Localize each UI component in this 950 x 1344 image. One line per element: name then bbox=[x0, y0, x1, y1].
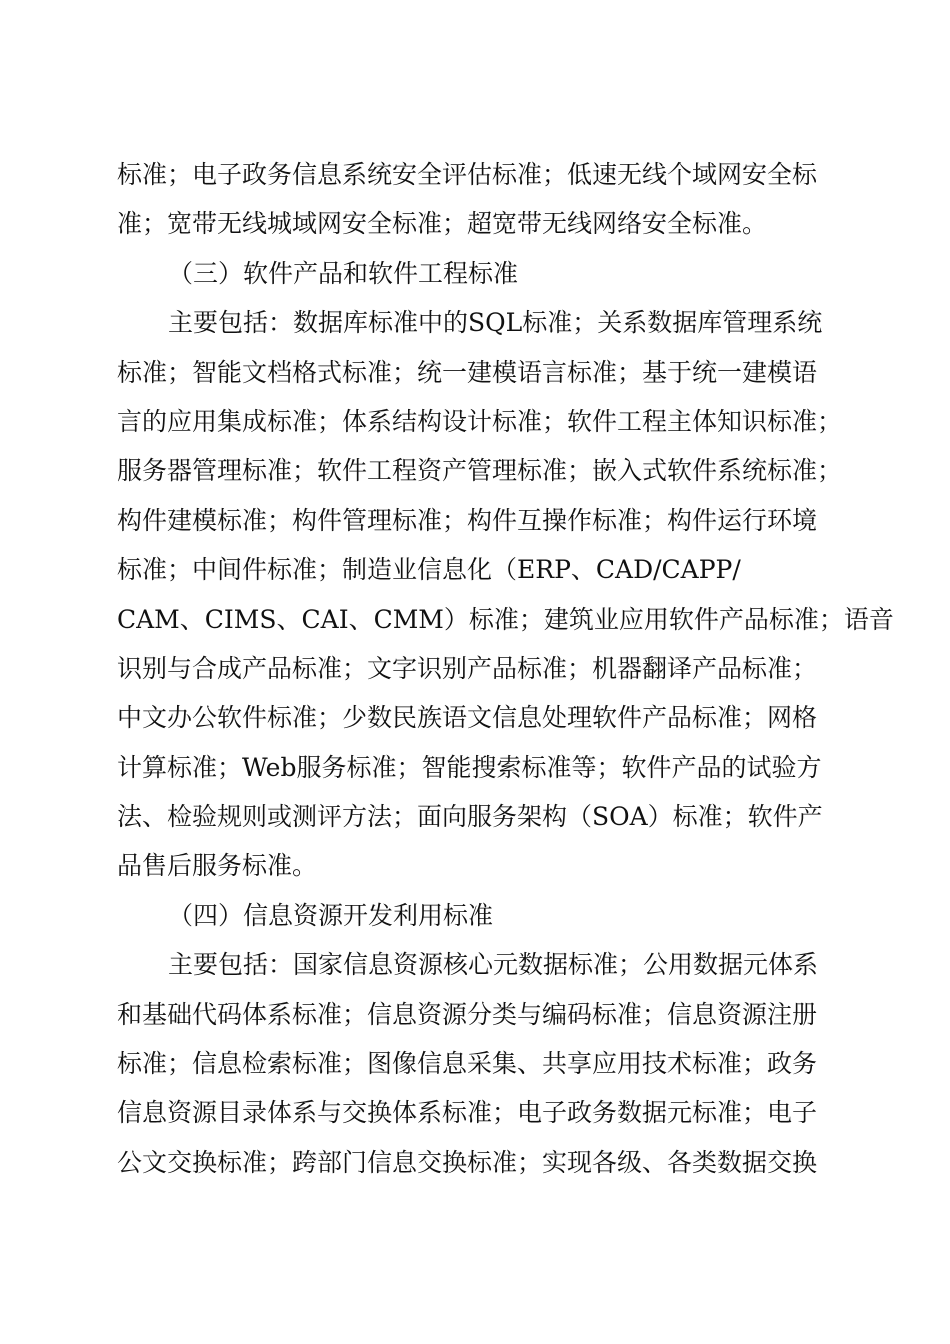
section-heading: （四）信息资源开发利用标准 bbox=[168, 900, 494, 930]
paragraph-line: 构件建模标准；构件管理标准；构件互操作标准；构件运行环境 bbox=[117, 505, 818, 535]
paragraph-line: 主要包括：国家信息资源核心元数据标准；公用数据元体系 bbox=[168, 950, 819, 980]
paragraph-line: 法、检验规则或测评方法；面向服务架构（SOA）标准；软件产 bbox=[117, 802, 823, 832]
paragraph-line: CAM、CIMS、CAI、CMM）标准；建筑业应用软件产品标准；语音 bbox=[117, 604, 894, 634]
paragraph-line: 标准；电子政务信息系统安全评估标准；低速无线个域网安全标 bbox=[117, 160, 818, 189]
paragraph-line: 识别与合成产品标准；文字识别产品标准；机器翻译产品标准； bbox=[117, 653, 818, 683]
paragraph-line: 标准；信息检索标准；图像信息采集、共享应用技术标准；政务 bbox=[117, 1049, 818, 1079]
paragraph-line: 标准；智能文档格式标准；统一建模语言标准；基于统一建模语 bbox=[117, 357, 818, 387]
paragraph-line: 公文交换标准；跨部门信息交换标准；实现各级、各类数据交换 bbox=[117, 1147, 818, 1177]
section-heading: （三）软件产品和软件工程标准 bbox=[168, 258, 519, 288]
paragraph-line: 主要包括：数据库标准中的SQL标准；关系数据库管理系统 bbox=[168, 308, 823, 338]
paragraph-line: 计算标准；Web服务标准；智能搜索标准等；软件产品的试验方 bbox=[117, 752, 822, 782]
paragraph-line: 言的应用集成标准；体系结构设计标准；软件工程主体知识标准； bbox=[117, 406, 843, 436]
paragraph-line: 标准；中间件标准；制造业信息化（ERP、CAD/CAPP/ bbox=[117, 555, 741, 585]
paragraph-line: 准；宽带无线城域网安全标准；超宽带无线网络安全标准。 bbox=[117, 209, 768, 239]
document-body bbox=[117, 150, 894, 1187]
paragraph-line: 服务器管理标准；软件工程资产管理标准；嵌入式软件系统标准； bbox=[117, 456, 843, 486]
paragraph-line: 信息资源目录体系与交换体系标准；电子政务数据元标准；电子 bbox=[117, 1098, 818, 1128]
paragraph-line: 品售后服务标准。 bbox=[117, 851, 318, 881]
paragraph-line: 中文办公软件标准；少数民族语文信息处理软件产品标准；网格 bbox=[117, 703, 818, 733]
paragraph-line: 和基础代码体系标准；信息资源分类与编码标准；信息资源注册 bbox=[117, 999, 818, 1029]
